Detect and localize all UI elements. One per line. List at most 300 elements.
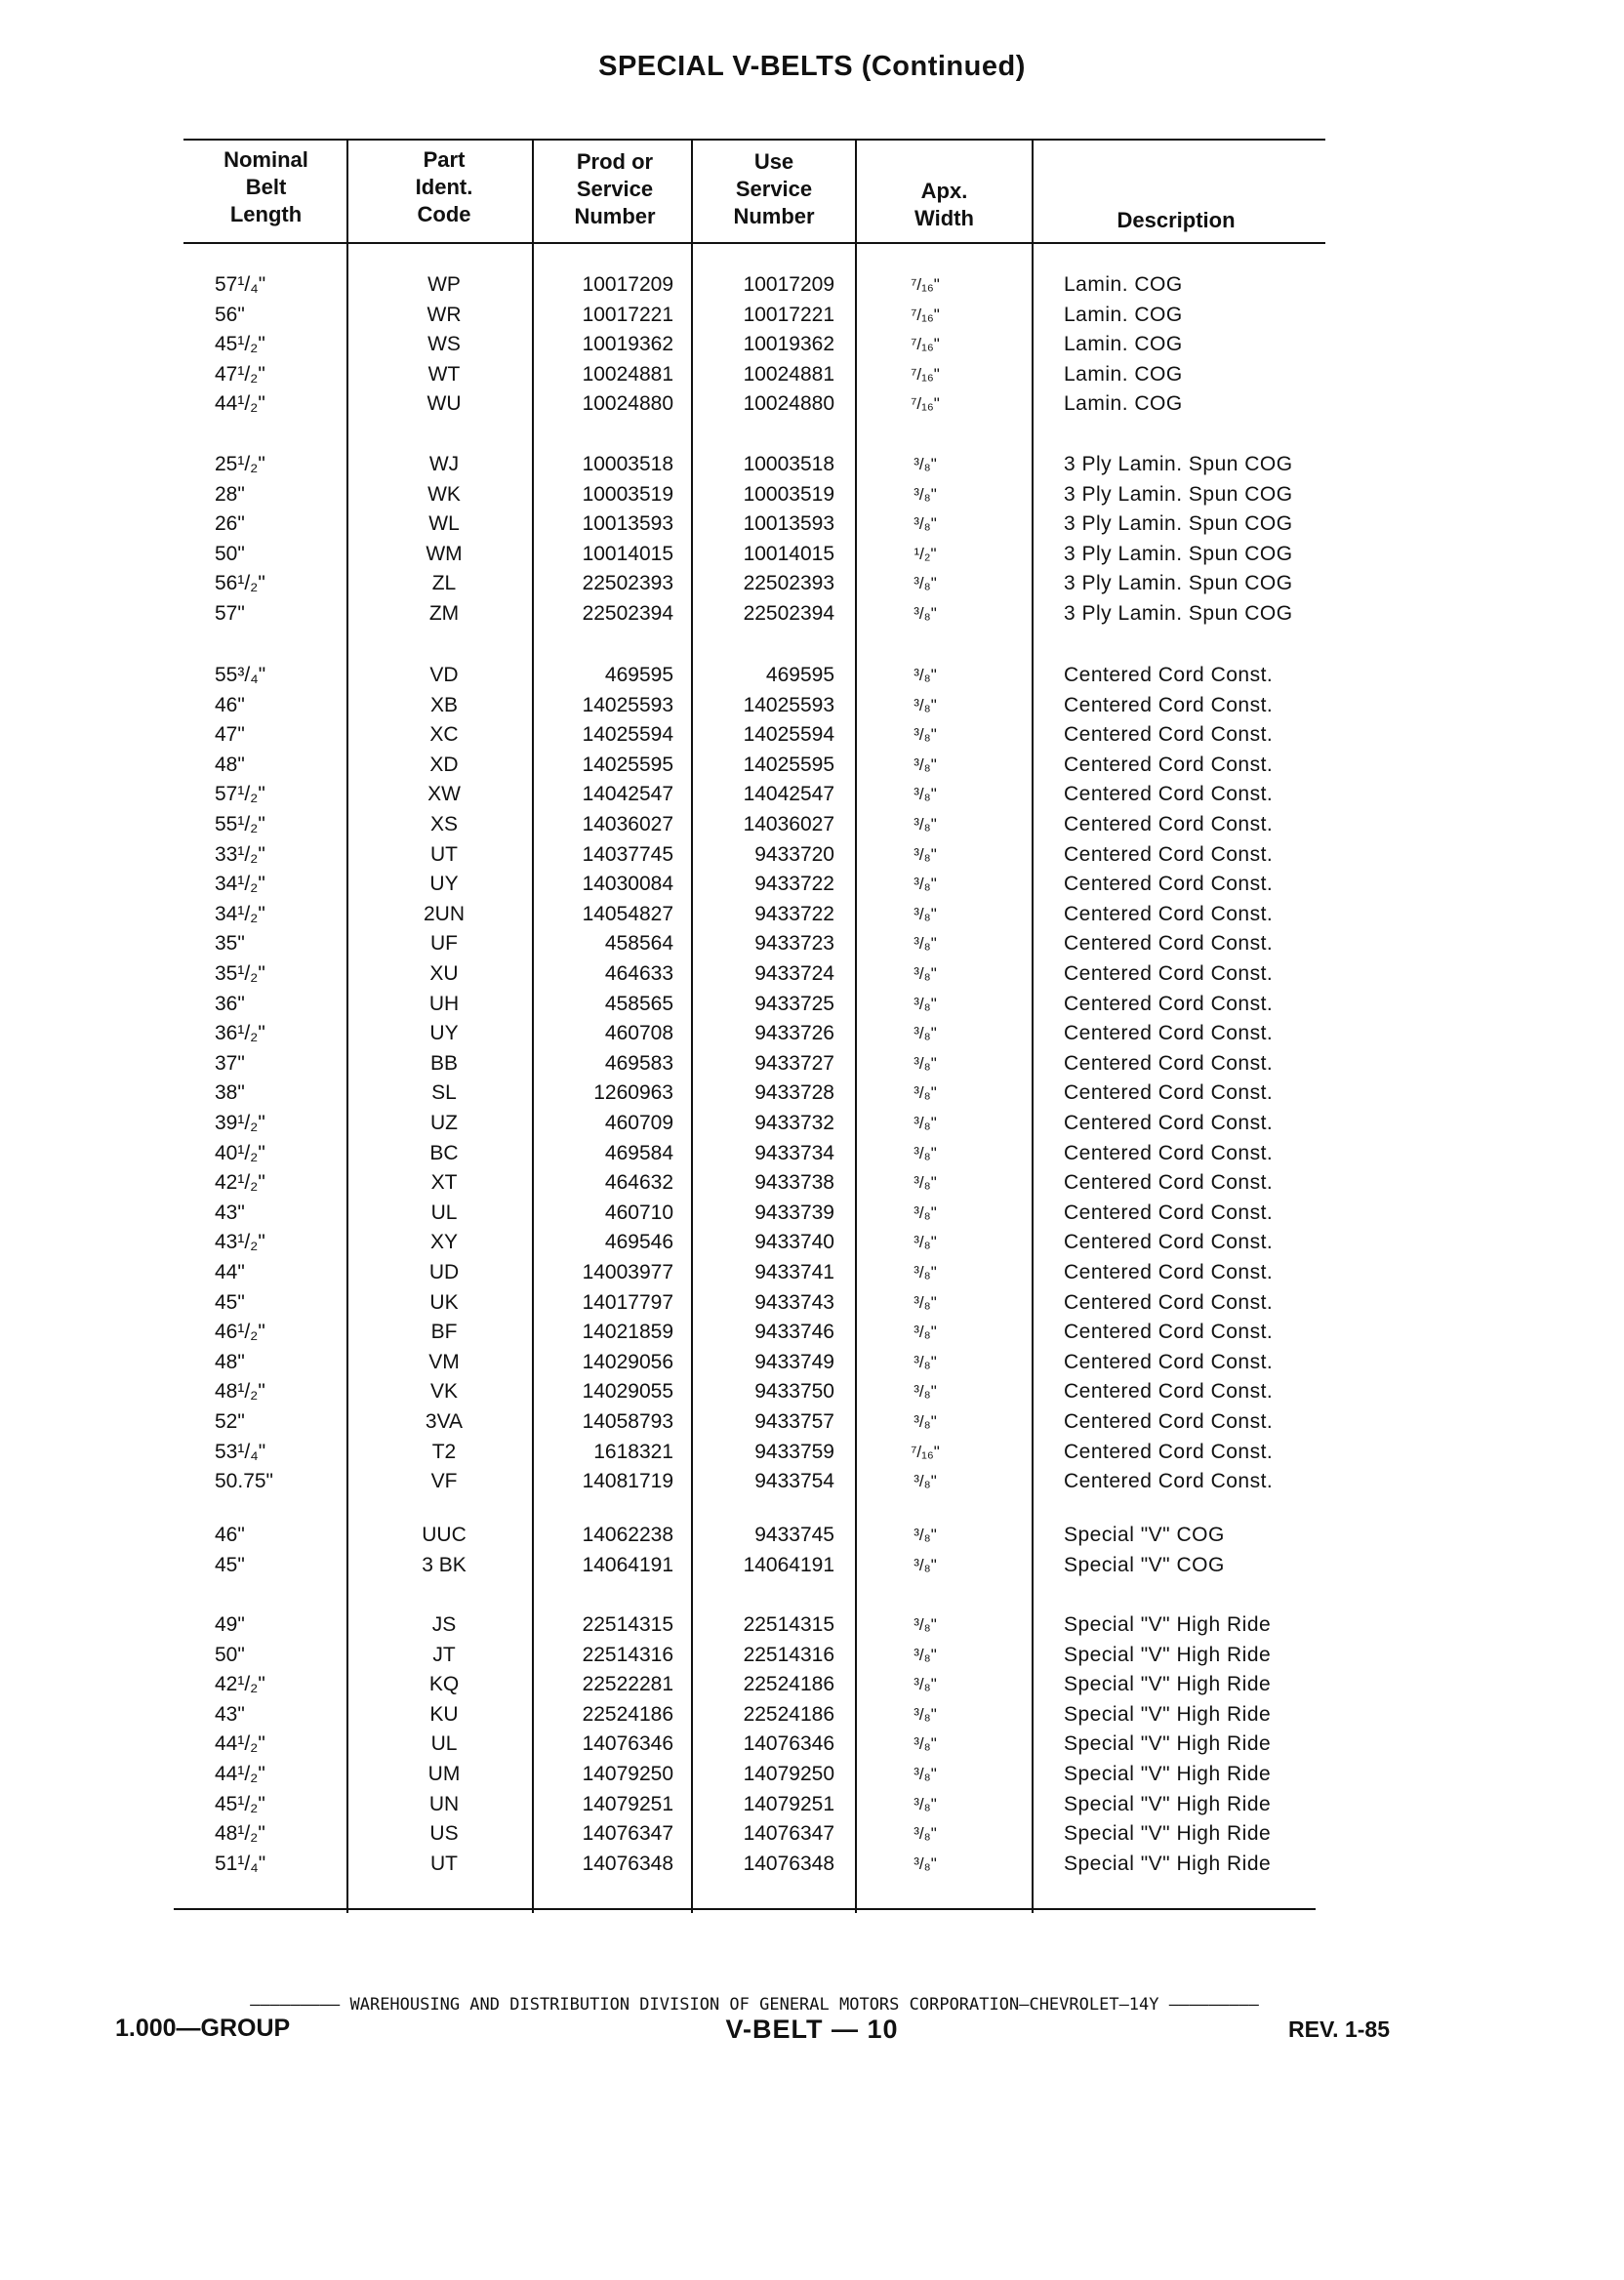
table-row [0,959,1624,989]
part-code-cell: KU [429,1702,459,1726]
use-number-cell: 22514316 [743,1643,834,1666]
prod-number-cell: 1618321 [593,1440,673,1463]
table-row [0,1521,1624,1550]
table-row [0,751,1624,780]
prod-number-cell: 22502393 [582,572,673,595]
description-cell: Centered Cord Const. [1064,1201,1274,1224]
description-cell: Centered Cord Const. [1064,1290,1274,1314]
prod-number-cell: 460710 [604,1201,673,1224]
description-cell: Special "V" COG [1064,1553,1225,1576]
belt-length-cell: 25¹/₂" [215,453,265,475]
width-cell: ³/₈" [914,1083,937,1103]
description-cell: Centered Cord Const. [1064,932,1274,956]
use-number-cell: 9433740 [754,1231,834,1254]
table-row [0,661,1624,690]
belt-length-cell: 47¹/₂" [215,362,265,386]
use-number-cell: 22502394 [743,602,834,625]
description-cell: 3 Ply Lamin. Spun COG [1064,512,1293,536]
prod-number-cell: 469584 [604,1141,673,1164]
prod-number-cell: 464632 [604,1171,673,1195]
width-cell: ³/₈" [914,666,937,684]
prod-number-cell: 14062238 [582,1524,673,1546]
part-code-cell: 3VA [425,1410,464,1433]
use-number-cell: 22524186 [743,1673,834,1696]
table-row [0,1438,1624,1467]
description-cell: Centered Cord Const. [1064,693,1274,716]
belt-length-cell: 43" [215,1702,245,1726]
part-code-cell: WP [427,273,461,296]
use-number-cell: 10024881 [743,362,834,386]
table-row [0,900,1624,929]
width-cell: ³/₈" [914,604,937,623]
belt-length-cell: 55³/₄" [215,664,266,686]
prod-number-cell: 10017221 [582,303,673,326]
prod-number-cell: 14030084 [582,873,673,896]
prod-number-cell: 458565 [604,992,673,1015]
description-cell: Centered Cord Const. [1064,1022,1274,1045]
width-cell: ⁷/₁₆" [911,335,940,354]
width-cell: ³/₈" [914,1114,937,1132]
width-cell: ³/₈" [914,1173,937,1193]
description-cell: 3 Ply Lamin. Spun COG [1064,482,1293,506]
belt-length-cell: 45" [215,1290,245,1314]
description-cell: Centered Cord Const. [1064,1112,1274,1134]
table-row [0,810,1624,839]
table-row [0,599,1624,629]
use-number-cell: 9433746 [754,1321,834,1344]
prod-number-cell: 469595 [604,664,673,686]
width-cell: ³/₈" [914,1472,937,1491]
description-cell: Centered Cord Const. [1064,664,1274,686]
belt-length-cell: 50.75" [215,1470,274,1493]
belt-length-cell: 36" [215,992,245,1015]
belt-length-cell: 34¹/₂" [215,902,265,925]
description-cell: Centered Cord Const. [1064,1261,1274,1283]
part-code-cell: WK [427,482,461,506]
part-code-cell: UL [430,1732,458,1756]
description-cell: Centered Cord Const. [1064,1141,1274,1164]
table-row [0,360,1624,389]
table-row [0,450,1624,479]
part-code-cell: XW [427,783,461,806]
belt-length-cell: 45¹/₂" [215,333,265,356]
part-code-cell: BB [429,1051,458,1075]
width-cell: ⁷/₁₆" [911,1442,940,1461]
description-cell: Centered Cord Const. [1064,783,1274,806]
table-row [0,1819,1624,1849]
prod-number-cell: 14054827 [582,902,673,925]
belt-length-cell: 34¹/₂" [215,873,265,896]
part-code-cell: UUC [422,1524,467,1546]
header-description: Description [1116,208,1236,232]
use-number-cell: 10017209 [743,273,834,296]
width-cell: ³/₈" [914,934,937,954]
prod-number-cell: 22522281 [582,1673,673,1696]
prod-number-cell: 10003519 [582,482,673,506]
part-code-cell: UN [428,1792,460,1815]
table-row [0,780,1624,809]
part-code-cell: T2 [431,1440,457,1463]
prod-number-cell: 10024880 [582,392,673,416]
prod-number-cell: 14003977 [582,1261,673,1283]
use-number-cell: 14025595 [743,753,834,776]
use-number-cell: 9433720 [754,842,834,866]
width-cell: ³/₈" [914,1734,937,1754]
description-cell: Centered Cord Const. [1064,1470,1274,1493]
prod-number-cell: 22524186 [582,1702,673,1726]
part-code-cell: UY [429,1022,459,1045]
prod-number-cell: 10003518 [582,453,673,475]
table-row [0,569,1624,598]
description-cell: Special "V" High Ride [1064,1732,1272,1756]
part-code-cell: KQ [428,1673,460,1696]
prod-number-cell: 14042547 [582,783,673,806]
belt-length-cell: 45" [215,1553,245,1576]
footer-group: 1.000—GROUP [115,2015,291,2042]
table-row [0,1049,1624,1079]
part-code-cell: WM [426,542,463,565]
use-number-cell: 14076347 [743,1822,834,1846]
width-cell: ³/₈" [914,1412,937,1431]
width-cell: ³/₈" [914,1024,937,1043]
belt-length-cell: 50" [215,1643,245,1666]
prod-number-cell: 469546 [604,1231,673,1254]
belt-length-cell: 52" [215,1410,245,1433]
header-bottom-rule [183,242,1325,244]
description-cell: Centered Cord Const. [1064,813,1274,835]
belt-length-cell: 50" [215,542,245,565]
description-cell: Lamin. COG [1064,273,1183,296]
table-row [0,1348,1624,1377]
part-code-cell: XT [430,1171,458,1195]
belt-length-cell: 44¹/₂" [215,392,265,416]
prod-number-cell: 14076346 [582,1732,673,1756]
use-number-cell: 9433745 [754,1524,834,1546]
table-row [0,330,1624,359]
footer-division-line: ————————— WAREHOUSING AND DISTRIBUTION DIVISION OF GENERAL MOTORS CORPORATION—CHEVROLET—14Y ————————— [250,1995,1259,2015]
belt-length-cell: 43" [215,1201,245,1224]
width-cell: ³/₈" [914,815,937,834]
table-row [0,1019,1624,1048]
use-number-cell: 9433754 [754,1470,834,1493]
belt-length-cell: 36¹/₂" [215,1022,265,1045]
prod-number-cell: 14025595 [582,753,673,776]
description-cell: Special "V" High Ride [1064,1822,1272,1846]
width-cell: ³/₈" [914,1143,937,1162]
use-number-cell: 9433757 [754,1410,834,1433]
belt-length-cell: 48" [215,753,245,776]
description-cell: 3 Ply Lamin. Spun COG [1064,602,1293,625]
table-row [0,1610,1624,1640]
table-row [0,1700,1624,1730]
table-row [0,1730,1624,1759]
part-code-cell: JS [431,1613,457,1636]
description-cell: Lamin. COG [1064,333,1183,356]
belt-length-cell: 57¹/₂" [215,783,265,806]
description-cell: Centered Cord Const. [1064,1380,1274,1404]
part-code-cell: 3 BK [422,1553,467,1576]
width-cell: ³/₈" [914,1675,937,1694]
use-number-cell: 9433732 [754,1112,834,1134]
description-cell: Centered Cord Const. [1064,1081,1274,1105]
description-cell: Special "V" High Ride [1064,1763,1272,1785]
use-number-cell: 10014015 [743,542,834,565]
description-cell: Centered Cord Const. [1064,842,1274,866]
description-cell: Special "V" High Ride [1064,1643,1272,1666]
part-code-cell: UK [429,1290,459,1314]
description-cell: Centered Cord Const. [1064,1440,1274,1463]
description-cell: Special "V" High Ride [1064,1702,1272,1726]
use-number-cell: 9433759 [754,1440,834,1463]
table-row [0,691,1624,720]
width-cell: ³/₈" [914,1704,937,1724]
description-cell: Centered Cord Const. [1064,1231,1274,1254]
prod-number-cell: 22514316 [582,1643,673,1666]
part-code-cell: XD [429,753,459,776]
description-cell: 3 Ply Lamin. Spun COG [1064,542,1293,565]
table-row [0,720,1624,750]
description-cell: Lamin. COG [1064,362,1183,386]
belt-length-cell: 46" [215,1524,245,1546]
prod-number-cell: 460708 [604,1022,673,1045]
description-cell: 3 Ply Lamin. Spun COG [1064,453,1293,475]
part-code-cell: XU [429,962,459,985]
width-cell: ³/₈" [914,1794,937,1813]
belt-length-cell: 39¹/₂" [215,1112,265,1134]
width-cell: ⁷/₁₆" [911,364,940,384]
part-code-cell: VD [429,664,459,686]
width-cell: ³/₈" [914,964,937,983]
description-cell: Centered Cord Const. [1064,1321,1274,1344]
belt-length-cell: 47" [215,723,245,747]
belt-length-cell: 48¹/₂" [215,1822,265,1846]
width-cell: ³/₈" [914,1645,937,1664]
prod-number-cell: 14017797 [582,1290,673,1314]
prod-number-cell: 10014015 [582,542,673,565]
part-code-cell: XY [429,1231,458,1254]
part-code-cell: SL [431,1081,457,1105]
prod-number-cell: 1260963 [593,1081,673,1105]
prod-number-cell: 10019362 [582,333,673,356]
table-row [0,929,1624,958]
prod-number-cell: 14064191 [582,1553,673,1576]
table-row [0,1318,1624,1347]
belt-length-cell: 42¹/₂" [215,1673,265,1696]
use-number-cell: 9433722 [754,873,834,896]
width-cell: ³/₈" [914,1292,937,1312]
width-cell: ³/₈" [914,455,937,473]
belt-length-cell: 53¹/₄" [215,1440,266,1463]
part-code-cell: WL [428,512,460,536]
use-number-cell: 14079251 [743,1792,834,1815]
part-code-cell: UM [427,1763,461,1785]
width-cell: ¹/₂" [914,544,937,563]
table-row [0,840,1624,870]
description-cell: Centered Cord Const. [1064,753,1274,776]
part-code-cell: BF [430,1321,458,1344]
use-number-cell: 22524186 [743,1702,834,1726]
use-number-cell: 9433722 [754,902,834,925]
part-code-cell: WT [427,362,461,386]
prod-number-cell: 14076348 [582,1852,673,1875]
width-cell: ³/₈" [914,1352,937,1371]
prod-number-cell: 458564 [604,932,673,956]
table-row [0,480,1624,509]
use-number-cell: 10003518 [743,453,834,475]
belt-length-cell: 49" [215,1613,245,1636]
part-code-cell: WS [427,333,461,356]
use-number-cell: 10019362 [743,333,834,356]
description-cell: Centered Cord Const. [1064,962,1274,985]
width-cell: ³/₈" [914,1382,937,1402]
part-code-cell: WJ [428,453,460,475]
prod-number-cell: 14021859 [582,1321,673,1344]
width-cell: ³/₈" [914,725,937,745]
part-code-cell: ZM [428,602,460,625]
table-row [0,1407,1624,1437]
description-cell: Special "V" High Ride [1064,1673,1272,1696]
belt-length-cell: 44¹/₂" [215,1732,265,1756]
part-code-cell: VK [429,1380,458,1404]
belt-length-cell: 48¹/₂" [215,1380,265,1404]
part-code-cell: BC [429,1141,459,1164]
header-apx-width: Apx. Width [914,179,974,230]
table-row [0,540,1624,569]
width-cell: ³/₈" [914,1233,937,1252]
width-cell: ³/₈" [914,1202,937,1222]
description-cell: Special "V" High Ride [1064,1852,1272,1875]
part-code-cell: VF [430,1470,458,1493]
table-row [0,1377,1624,1406]
use-number-cell: 9433724 [754,962,834,985]
description-cell: Centered Cord Const. [1064,1171,1274,1195]
width-cell: ⁷/₁₆" [911,305,940,324]
description-cell: 3 Ply Lamin. Spun COG [1064,572,1293,595]
table-row [0,389,1624,419]
footer-revision: REV. 1-85 [1288,2016,1390,2042]
part-code-cell: XB [429,693,458,716]
table-row [0,509,1624,539]
use-number-cell: 10017221 [743,303,834,326]
width-cell: ³/₈" [914,1263,937,1282]
belt-length-cell: 56¹/₂" [215,572,265,595]
belt-length-cell: 46" [215,693,245,716]
page-title: SPECIAL V-BELTS (Continued) [598,51,1026,82]
width-cell: ³/₈" [914,1615,937,1634]
prod-number-cell: 14058793 [582,1410,673,1433]
table-row [0,1258,1624,1287]
description-cell: Lamin. COG [1064,303,1183,326]
part-code-cell: WU [426,392,462,416]
belt-length-cell: 44" [215,1261,245,1283]
belt-length-cell: 37" [215,1051,245,1075]
use-number-cell: 10013593 [743,512,834,536]
use-number-cell: 9433725 [754,992,834,1015]
width-cell: ³/₈" [914,1765,937,1783]
table-top-rule [183,139,1325,141]
part-code-cell: WR [426,303,462,326]
width-cell: ⁷/₁₆" [911,394,940,414]
prod-number-cell: 10017209 [582,273,673,296]
use-number-cell: 14025593 [743,693,834,716]
part-code-cell: UT [430,1852,458,1875]
table-row [0,1641,1624,1670]
use-number-cell: 9433723 [754,932,834,956]
width-cell: ³/₈" [914,1824,937,1844]
width-cell: ³/₈" [914,994,937,1013]
prod-number-cell: 464633 [604,962,673,985]
part-code-cell: ZL [431,572,457,595]
header-prod-or-service-number: Prod or Service Number [574,149,656,228]
part-code-cell: UD [428,1261,460,1283]
part-code-cell: UL [430,1201,458,1224]
belt-length-cell: 46¹/₂" [215,1321,265,1344]
use-number-cell: 14076346 [743,1732,834,1756]
table-row [0,1109,1624,1138]
table-row [0,1288,1624,1318]
belt-length-cell: 57¹/₄" [215,273,266,296]
use-number-cell: 9433739 [754,1201,834,1224]
prod-number-cell: 14025594 [582,723,673,747]
description-cell: Special "V" COG [1064,1524,1225,1546]
use-number-cell: 9433727 [754,1051,834,1075]
description-cell: Special "V" High Ride [1064,1613,1272,1636]
belt-length-cell: 26" [215,512,245,536]
part-code-cell: UZ [430,1112,458,1134]
use-number-cell: 14076348 [743,1852,834,1875]
prod-number-cell: 469583 [604,1051,673,1075]
description-cell: Centered Cord Const. [1064,1410,1274,1433]
part-code-cell: UT [430,842,458,866]
use-number-cell: 9433726 [754,1022,834,1045]
header-part-ident-code: Part Ident. Code [415,147,473,226]
table-row [0,270,1624,300]
width-cell: ³/₈" [914,904,937,923]
width-cell: ³/₈" [914,785,937,804]
width-cell: ³/₈" [914,875,937,894]
table-row [0,1228,1624,1257]
width-cell: ³/₈" [914,514,937,534]
description-cell: Centered Cord Const. [1064,723,1274,747]
belt-length-cell: 33¹/₂" [215,842,265,866]
use-number-cell: 14042547 [743,783,834,806]
prod-number-cell: 14036027 [582,813,673,835]
use-number-cell: 22514315 [743,1613,834,1636]
width-cell: ³/₈" [914,1053,937,1073]
use-number-cell: 9433741 [754,1261,834,1283]
use-number-cell: 9433738 [754,1171,834,1195]
part-code-cell: 2UN [423,902,465,925]
footer-page: V-BELT — 10 [725,2015,899,2044]
width-cell: ³/₈" [914,844,937,864]
part-code-cell: VM [428,1350,460,1373]
use-number-cell: 9433743 [754,1290,834,1314]
description-cell: Lamin. COG [1064,392,1183,416]
table-row [0,1850,1624,1879]
description-cell: Centered Cord Const. [1064,1350,1274,1373]
part-code-cell: XS [429,813,458,835]
table-row [0,1079,1624,1108]
prod-number-cell: 10013593 [582,512,673,536]
width-cell: ³/₈" [914,695,937,714]
table-row [0,1139,1624,1168]
belt-length-cell: 44¹/₂" [215,1763,265,1785]
width-cell: ³/₈" [914,1853,937,1873]
use-number-cell: 9433749 [754,1350,834,1373]
belt-length-cell: 42¹/₂" [215,1171,265,1195]
prod-number-cell: 14076347 [582,1822,673,1846]
use-number-cell: 10003519 [743,482,834,506]
